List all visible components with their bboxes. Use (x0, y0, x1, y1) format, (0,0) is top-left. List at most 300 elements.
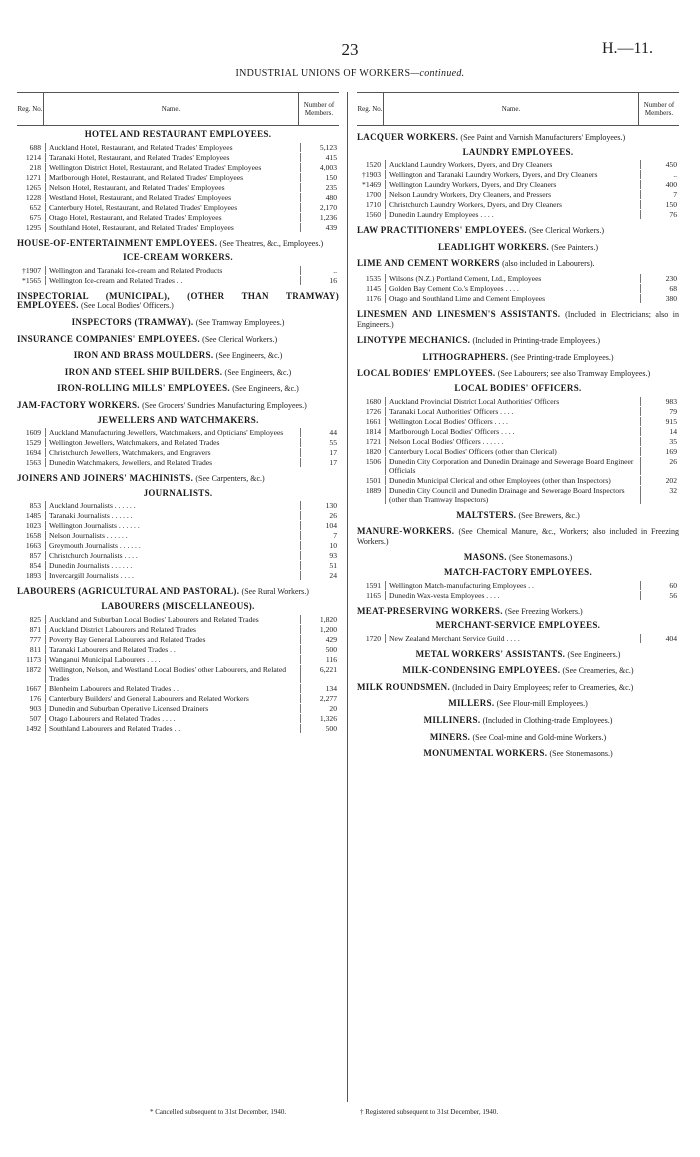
section-heading: MERCHANT-SERVICE EMPLOYEES. (435, 620, 601, 631)
union-name: Dunedin Watchmakers, Jewellers, and Related Trades (45, 458, 301, 467)
reg-number: 1535 (365, 273, 381, 283)
table-row (357, 294, 679, 303)
member-count: 2,277 (319, 693, 337, 703)
cross-reference-heading: JOINERS AND JOINERS' MACHINISTS. (17, 473, 194, 484)
column-divider (347, 92, 348, 1102)
union-name: Auckland Manufacturing Jewellers, Watchmakers, and Opticians' Employees (45, 428, 301, 437)
cross-reference (17, 368, 339, 378)
table-row (17, 615, 339, 624)
table-row (357, 486, 679, 504)
cross-reference-note: (See Coal-mine and Gold-mine Workers.) (472, 732, 607, 742)
cross-reference (357, 133, 679, 143)
union-name: Otago and Southland Lime and Cement Employees (385, 294, 641, 303)
reg-number: 1700 (365, 190, 381, 200)
table-row (17, 193, 339, 202)
table-row (17, 724, 339, 733)
member-count: 1,820 (319, 614, 337, 624)
member-count: 380 (665, 293, 677, 303)
member-count: 500 (325, 723, 337, 733)
reg-number: 507 (29, 713, 41, 723)
table-row (17, 511, 339, 520)
union-name: Wellington Laundry Workers, Dyers, and Dry Cleaners (385, 180, 641, 189)
cross-reference (357, 511, 679, 521)
cross-reference-note: (See Engineers, &c.) (215, 351, 283, 361)
table-row (357, 427, 679, 436)
cross-reference-note: (See Engineers, &c.) (232, 384, 299, 394)
union-name: Christchurch Laundry Workers, Dyers, and Dry Cleaners (385, 200, 641, 209)
reg-number: 1271 (25, 172, 41, 182)
reg-number: 1529 (25, 438, 41, 448)
member-count: 6,221 (319, 664, 337, 674)
cross-reference-heading: IRON-ROLLING MILLS' EMPLOYEES. (57, 383, 230, 394)
member-count: 26 (669, 456, 677, 466)
reg-number: 1609 (25, 428, 41, 438)
member-count: 68 (669, 283, 677, 293)
table-row (357, 457, 679, 475)
table-row (17, 665, 339, 683)
table-row (17, 213, 339, 222)
reg-number: 218 (29, 162, 41, 172)
cross-reference-note: (Included in Dairy Employees; refer to Creameries, &c.) (452, 682, 634, 692)
left-column-body (17, 130, 339, 733)
member-count: 1,236 (319, 212, 337, 222)
union-name: Auckland Laundry Workers, Dyers, and Dry Cleaners (385, 160, 641, 169)
union-name: Wellington Local Bodies' Officers . . . . (385, 417, 641, 426)
cross-reference-note: (See Carpenters, &c.) (195, 474, 265, 484)
cross-reference-heading: MONUMENTAL WORKERS. (423, 748, 548, 759)
footnote-registered: † Registered subsequent to 31st December, 1940. (360, 1108, 499, 1116)
cross-reference (357, 310, 679, 329)
union-name: Wellington and Taranaki Ice-cream and Related Products (45, 266, 301, 275)
table-row (357, 170, 679, 179)
union-name: Canterbury Local Bodies' Officers (other than Clerical) (385, 447, 641, 456)
reg-number: 871 (29, 624, 41, 634)
table-row (17, 223, 339, 232)
document-code: H.—11. (602, 40, 653, 57)
cross-reference-note: (See Grocers' Sundries Manufacturing Employees.) (142, 400, 307, 410)
union-name: Auckland Provincial District Local Authorities' Officers (385, 397, 641, 406)
table-row (17, 635, 339, 644)
reg-no-header: Reg. No. (17, 105, 43, 113)
reg-number: 1214 (25, 152, 41, 162)
reg-number: †1903 (362, 170, 381, 180)
union-name: Dunedin City Corporation and Dunedin Drainage and Sewerage Board Engineer Officials (385, 457, 641, 475)
member-count: 76 (669, 210, 677, 220)
members-header: Number of Members. (303, 101, 335, 117)
cross-reference-note: (See Engineers, &c.) (224, 367, 292, 377)
member-count: 230 (665, 273, 677, 283)
table-row (17, 153, 339, 162)
cross-reference-note: (See Brewers, &c.) (518, 510, 580, 520)
union-name: Wilsons (N.Z.) Portland Cement, Ltd., Employees (385, 274, 641, 283)
member-count: 35 (669, 436, 677, 446)
reg-number: 652 (29, 202, 41, 212)
member-count: 56 (669, 590, 677, 600)
table-row (17, 143, 339, 152)
table-row (17, 571, 339, 580)
member-count: 130 (325, 501, 337, 511)
table-row (17, 173, 339, 182)
cross-reference-heading: LINESMEN AND LINESMEN'S ASSISTANTS. (357, 308, 561, 319)
member-count: 16 (329, 275, 337, 285)
table-row (17, 531, 339, 540)
table-row (17, 183, 339, 192)
cross-reference-heading: MINERS. (429, 731, 471, 742)
table-row (17, 521, 339, 530)
union-name: Southland Labourers and Related Trades . . (45, 724, 301, 733)
cross-reference-note: (Included in Electricians; also in Engineers.) (357, 309, 679, 329)
table-header (357, 92, 679, 126)
reg-number: 777 (29, 634, 41, 644)
table-row (17, 625, 339, 634)
right-column-body (357, 133, 679, 759)
reg-number: 903 (29, 703, 41, 713)
cross-reference (17, 335, 339, 345)
table-row (17, 551, 339, 560)
member-count: 134 (325, 683, 337, 693)
reg-number: 1658 (25, 531, 41, 541)
cross-reference-heading: LABOURERS (AGRICULTURAL AND PASTORAL). (17, 586, 240, 597)
table-row (357, 634, 679, 643)
union-name: Wellington Journalists . . . . . . (45, 521, 301, 530)
footnote-cancelled: * Cancelled subsequent to 31st December, 1940. (150, 1108, 287, 1116)
member-count: 51 (329, 561, 337, 571)
table-row (17, 266, 339, 275)
union-name: Dunedin Municipal Clerical and other Employees (other than Inspectors) (385, 476, 641, 485)
member-count: 79 (669, 406, 677, 416)
cross-reference-heading: INSPECTORIAL (MUNICIPAL), (OTHER THAN TRAMWAY) EMPLOYEES. (17, 290, 339, 311)
cross-reference-heading: INSURANCE COMPANIES' EMPLOYEES. (17, 333, 200, 344)
cross-reference-note: (Included in Printing-trade Employees.) (472, 336, 600, 346)
table-row (357, 591, 679, 600)
reg-number: 1165 (366, 590, 381, 600)
union-name: Nelson Laundry Workers, Dry Cleaners, and Pressers (385, 190, 641, 199)
table-row (357, 581, 679, 590)
reg-number: 1560 (365, 210, 381, 220)
cross-reference-heading: MILLERS. (448, 698, 495, 709)
member-count: 439 (325, 222, 337, 232)
cross-reference-note: (Included in Clothing-trade Employees.) (482, 716, 613, 726)
table-row (17, 561, 339, 570)
cross-reference (357, 650, 679, 660)
cross-reference-heading: LIME AND CEMENT WORKERS (357, 258, 500, 269)
section-heading: JEWELLERS AND WATCHMAKERS. (97, 414, 259, 425)
member-count: 20 (329, 703, 337, 713)
cross-reference-heading: MALTSTERS. (456, 509, 517, 520)
cross-reference-heading: LINOTYPE MECHANICS. (357, 335, 471, 346)
reg-number: 857 (29, 551, 41, 561)
member-count: 24 (329, 571, 337, 581)
member-count: 116 (325, 654, 337, 664)
name-header: Name. (383, 93, 639, 125)
page-title (0, 68, 700, 79)
cross-reference (357, 733, 679, 743)
reg-number: 1506 (365, 456, 381, 466)
cross-reference-note: (See Labourers; see also Tramway Employees.) (497, 369, 651, 379)
section-heading: LABOURERS (MISCELLANEOUS). (101, 600, 255, 611)
reg-number: 1667 (25, 683, 41, 693)
cross-reference-heading: JAM-FACTORY WORKERS. (17, 399, 140, 410)
reg-number: 1485 (25, 511, 41, 521)
cross-reference-note: (See Stonemasons.) (549, 749, 613, 759)
union-name: Otago Hotel, Restaurant, and Related Trades' Employees (45, 213, 301, 222)
cross-reference-note: (See Creameries, &c.) (562, 666, 634, 676)
member-count: .. (673, 170, 677, 180)
table-row (17, 448, 339, 457)
cross-reference (357, 243, 679, 253)
cross-reference (17, 292, 339, 311)
member-count: 983 (665, 396, 677, 406)
cross-reference-heading: MILK-CONDENSING EMPLOYEES. (402, 665, 561, 676)
cross-reference (357, 353, 679, 363)
cross-reference-heading: LOCAL BODIES' EMPLOYEES. (357, 368, 496, 379)
reg-number: 1814 (365, 426, 381, 436)
member-count: 55 (329, 438, 337, 448)
reg-number: *1469 (362, 180, 381, 190)
member-count: 915 (665, 416, 677, 426)
section-heading: MATCH-FACTORY EMPLOYEES. (443, 566, 593, 577)
section-heading: LOCAL BODIES' OFFICERS. (454, 382, 582, 393)
reg-number: 1720 (365, 633, 381, 643)
union-name: Golden Bay Cement Co.'s Employees . . . . (385, 284, 641, 293)
left-column (17, 92, 339, 734)
reg-number: 1661 (365, 416, 381, 426)
reg-number: †1907 (22, 265, 41, 275)
section-heading: JOURNALISTS. (143, 487, 213, 498)
cross-reference-note: (See Tramway Employees.) (195, 317, 285, 327)
member-count: 235 (325, 182, 337, 192)
table-header (17, 92, 339, 126)
reg-number: 1176 (366, 293, 381, 303)
table-row (357, 210, 679, 219)
union-name: Invercargill Journalists . . . . (45, 571, 301, 580)
member-count: 104 (325, 521, 337, 531)
cross-reference-heading: MILK ROUNDSMEN. (357, 681, 451, 692)
table-row (357, 180, 679, 189)
table-row (17, 704, 339, 713)
union-name: Dunedin Laundry Employees . . . . (385, 210, 641, 219)
reg-number: 1492 (25, 723, 41, 733)
union-name: Otago Labourers and Related Trades . . . . (45, 714, 301, 723)
cross-reference-note: (See Printing-trade Employees.) (510, 352, 614, 362)
union-name: Marlborough Hotel, Restaurant, and Related Trades' Employees (45, 173, 301, 182)
table-row (17, 163, 339, 172)
member-count: 1,326 (319, 713, 337, 723)
cross-reference-heading: MEAT-PRESERVING WORKERS. (357, 605, 503, 616)
member-count: 60 (669, 580, 677, 590)
cross-reference (357, 336, 679, 346)
table-row (357, 160, 679, 169)
title-main: INDUSTRIAL UNIONS OF WORKERS (235, 68, 411, 79)
reg-number: 1591 (365, 580, 381, 590)
reg-number: 1889 (365, 485, 381, 495)
member-count: 202 (665, 475, 677, 485)
table-row (357, 200, 679, 209)
table-row (357, 476, 679, 485)
reg-number: 1694 (25, 448, 41, 458)
cross-reference-note: (See Local Bodies' Officers.) (81, 301, 174, 311)
cross-reference (357, 553, 679, 563)
cross-reference (357, 683, 679, 693)
cross-reference-note: (See Flour-mill Employees.) (496, 699, 588, 709)
table-row (357, 407, 679, 416)
member-count: 17 (329, 448, 337, 458)
reg-number: 854 (29, 561, 41, 571)
members-header: Number of Members. (643, 101, 675, 117)
member-count: 404 (665, 633, 677, 643)
cross-reference-heading: LACQUER WORKERS. (357, 132, 459, 142)
cross-reference-note: (See Stonemasons.) (509, 553, 573, 563)
member-count: 4,003 (319, 162, 337, 172)
table-row (357, 284, 679, 293)
member-count: 429 (325, 634, 337, 644)
reg-no-header: Reg. No. (357, 105, 383, 113)
cross-reference-heading: MASONS. (463, 552, 507, 563)
reg-number: 1726 (365, 406, 381, 416)
cross-reference-heading: HOUSE-OF-ENTERTAINMENT EMPLOYEES. (17, 237, 218, 248)
union-name: Nelson Local Bodies' Officers . . . . . . (385, 437, 641, 446)
cross-reference (357, 699, 679, 709)
cross-reference-heading: MILLINERS. (423, 715, 481, 726)
union-name: Blenheim Labourers and Related Trades . . (45, 684, 301, 693)
cross-reference-heading: LAW PRACTITIONERS' EMPLOYEES. (357, 225, 527, 236)
reg-number: 675 (29, 212, 41, 222)
member-count: 415 (325, 152, 337, 162)
table-row (17, 428, 339, 437)
title-suffix: —continued. (410, 68, 465, 79)
union-name: Christchurch Jewellers, Watchmakers, and Engravers (45, 448, 301, 457)
reg-number: 1721 (365, 436, 381, 446)
union-name: Canterbury Builders' and General Labourers and Related Workers (45, 694, 301, 703)
reg-number: 1228 (25, 192, 41, 202)
member-count: 17 (329, 458, 337, 468)
page-number: 23 (341, 40, 359, 59)
cross-reference-note: (See Freezing Workers.) (505, 606, 583, 616)
member-count: 10 (329, 541, 337, 551)
member-count: 44 (329, 428, 337, 438)
union-name: Dunedin City Council and Dunedin Drainage and Sewerage Board Inspectors (other than Tramway Inspectors) (385, 486, 641, 504)
union-name: Marlborough Local Bodies' Officers . . . . (385, 427, 641, 436)
member-count: 500 (325, 644, 337, 654)
union-name: Poverty Bay General Labourers and Related Trades (45, 635, 301, 644)
section-heading: HOTEL AND RESTAURANT EMPLOYEES. (84, 129, 272, 139)
union-name: Wellington Ice-cream and Related Trades . . (45, 276, 301, 285)
member-count: 7 (333, 531, 337, 541)
table-row (357, 437, 679, 446)
reg-number: 1173 (26, 654, 41, 664)
union-name: Christchurch Journalists . . . . (45, 551, 301, 560)
reg-number: 1680 (365, 396, 381, 406)
union-name: Taranaki Local Authorities' Officers . . . . (385, 407, 641, 416)
table-row (17, 501, 339, 510)
union-name: Auckland Hotel, Restaurant, and Related Trades' Employees (45, 143, 301, 152)
table-row (17, 438, 339, 447)
cross-reference-note: (See Painters.) (551, 242, 598, 252)
cross-reference-heading: MANURE-WORKERS. (357, 526, 455, 537)
cross-reference (17, 318, 339, 328)
union-name: Taranaki Hotel, Restaurant, and Related Trades' Employees (45, 153, 301, 162)
cross-reference (17, 587, 339, 597)
table-row (357, 447, 679, 456)
table-row (17, 458, 339, 467)
union-name: Taranaki Journalists . . . . . . (45, 511, 301, 520)
union-name: Wanganui Municipal Labourers . . . . (45, 655, 301, 664)
reg-number: 1820 (365, 446, 381, 456)
cross-reference-heading: LITHOGRAPHERS. (422, 351, 509, 362)
cross-reference (357, 716, 679, 726)
member-count: 400 (665, 180, 677, 190)
cross-reference-heading: IRON AND BRASS MOULDERS. (73, 350, 214, 361)
member-count: .. (333, 265, 337, 275)
member-count: 14 (669, 426, 677, 436)
cross-reference (357, 226, 679, 236)
cross-reference-heading: LEADLIGHT WORKERS. (437, 241, 550, 252)
table-row (357, 397, 679, 406)
name-header: Name. (43, 93, 299, 125)
right-column (357, 92, 679, 764)
union-name: Wellington Match-manufacturing Employees . . (385, 581, 641, 590)
reg-number: 1265 (25, 182, 41, 192)
reg-number: 811 (29, 644, 41, 654)
cross-reference-heading: METAL WORKERS' ASSISTANTS. (415, 648, 566, 659)
union-name: Nelson Journalists . . . . . . (45, 531, 301, 540)
reg-number: 1872 (25, 664, 41, 674)
reg-number: 1663 (25, 541, 41, 551)
cross-reference-note: (See Clerical Workers.) (529, 226, 605, 236)
reg-number: 1893 (25, 571, 41, 581)
cross-reference (17, 384, 339, 394)
cross-reference (17, 401, 339, 411)
cross-reference (357, 369, 679, 379)
member-count: 480 (325, 192, 337, 202)
member-count: 26 (329, 511, 337, 521)
cross-reference (17, 239, 339, 249)
member-count: 32 (669, 485, 677, 495)
table-row (357, 274, 679, 283)
union-name: Wellington and Taranaki Laundry Workers, Dyers, and Dry Cleaners (385, 170, 641, 179)
reg-number: 853 (29, 501, 41, 511)
table-row (17, 655, 339, 664)
cross-reference (357, 749, 679, 759)
union-name: New Zealand Merchant Service Guild . . . . (385, 634, 641, 643)
table-row (17, 276, 339, 285)
cross-reference (17, 351, 339, 361)
reg-number: 688 (29, 142, 41, 152)
reg-number: 825 (29, 614, 41, 624)
member-count: 2,170 (319, 202, 337, 212)
table-row (17, 684, 339, 693)
union-name: Wellington District Hotel, Restaurant, and Related Trades' Employees (45, 163, 301, 172)
table-row (17, 541, 339, 550)
member-count: 150 (665, 200, 677, 210)
table-row (17, 694, 339, 703)
cross-reference (357, 607, 679, 617)
union-name: Dunedin and Suburban Operative Licensed Drainers (45, 704, 301, 713)
cross-reference-note: (See Chemical Manure, &c., Workers; also included in Freezing Workers.) (357, 527, 680, 546)
union-name: Dunedin Wax-vesta Employees . . . . (385, 591, 641, 600)
cross-reference-note: (See Paint and Varnish Manufacturers' Employees.) (460, 133, 626, 142)
member-count: 150 (325, 172, 337, 182)
cross-reference-note: (also included in Labourers). (502, 259, 595, 269)
union-name: Wellington Jewellers, Watchmakers, and Related Trades (45, 438, 301, 447)
reg-number: 176 (29, 693, 41, 703)
member-count: 450 (665, 160, 677, 170)
table-row (357, 417, 679, 426)
section-heading: LAUNDRY EMPLOYEES. (462, 146, 574, 157)
reg-number: *1565 (22, 275, 41, 285)
union-name: Auckland District Labourers and Related Trades (45, 625, 301, 634)
union-name: Auckland Journalists . . . . . . (45, 501, 301, 510)
